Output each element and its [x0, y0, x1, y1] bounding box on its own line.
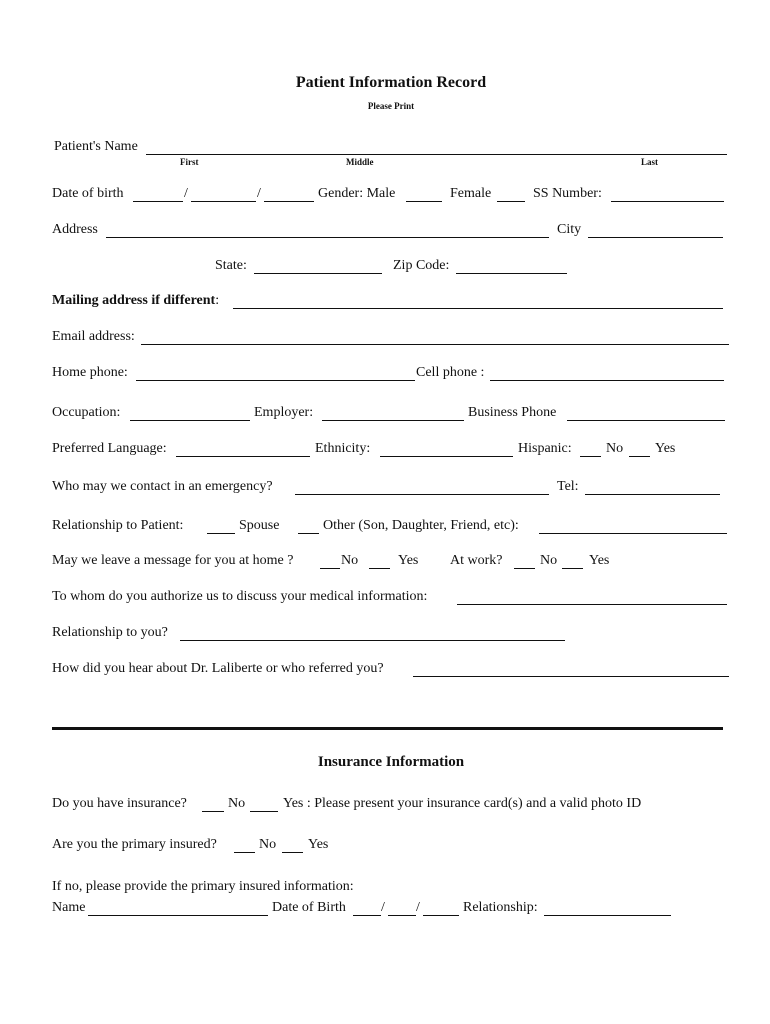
- message-work-yes-field[interactable]: [562, 552, 583, 569]
- primary-insured-yes-label: Yes: [308, 837, 329, 852]
- message-home-no-field[interactable]: [320, 552, 340, 569]
- primary-insured-no-label: No: [259, 837, 277, 852]
- state-label: State:: [215, 258, 247, 273]
- insured-dob-label: Date of Birth: [272, 900, 346, 915]
- hispanic-no-field[interactable]: [580, 440, 601, 457]
- gender-female-label: Female: [450, 186, 492, 201]
- hispanic-label: Hispanic:: [518, 441, 572, 456]
- authorize-label: To whom do you authorize us to discuss your medical information:: [52, 589, 428, 604]
- other-relationship-field[interactable]: [539, 517, 727, 534]
- dob-separator: /: [184, 186, 188, 201]
- message-home-yes-label: Yes: [398, 553, 419, 568]
- section-divider: [52, 727, 723, 730]
- primary-insured-no-field[interactable]: [234, 836, 255, 853]
- insured-relationship-label: Relationship:: [463, 900, 538, 915]
- have-insurance-yes-field[interactable]: [250, 795, 278, 812]
- address-label: Address: [52, 222, 98, 237]
- mailing-address-label: Mailing address if different:: [52, 293, 220, 308]
- last-name-caption: Last: [641, 157, 659, 167]
- employer-field[interactable]: [322, 404, 464, 421]
- dob-day-field[interactable]: [191, 185, 256, 202]
- home-phone-label: Home phone:: [52, 365, 128, 380]
- other-relationship-label: Other (Son, Daughter, Friend, etc):: [323, 518, 519, 533]
- primary-insured-yes-field[interactable]: [282, 836, 303, 853]
- leave-message-label: May we leave a message for you at home ?: [52, 553, 294, 568]
- preferred-language-label: Preferred Language:: [52, 441, 167, 456]
- dob-year-field[interactable]: [264, 185, 314, 202]
- hispanic-yes-field[interactable]: [629, 440, 650, 457]
- ethnicity-label: Ethnicity:: [315, 441, 371, 456]
- hispanic-yes-label: Yes: [655, 441, 676, 456]
- middle-name-caption: Middle: [346, 157, 374, 167]
- referral-label: How did you hear about Dr. Laliberte or who referred you?: [52, 661, 384, 676]
- gender-male-label: Gender: Male: [318, 186, 396, 201]
- occupation-label: Occupation:: [52, 405, 121, 420]
- relationship-to-you-label: Relationship to you?: [52, 625, 168, 640]
- zip-code-label: Zip Code:: [393, 258, 450, 273]
- gender-male-field[interactable]: [406, 185, 442, 202]
- relationship-spouse-field[interactable]: [207, 517, 235, 534]
- message-work-no-field[interactable]: [514, 552, 535, 569]
- address-field[interactable]: [106, 221, 549, 238]
- emergency-contact-label: Who may we contact in an emergency?: [52, 479, 273, 494]
- insured-dob-month-field[interactable]: [353, 899, 381, 916]
- cell-phone-field[interactable]: [490, 364, 724, 381]
- home-phone-field[interactable]: [136, 364, 415, 381]
- email-label: Email address:: [52, 329, 135, 344]
- primary-insured-label: Are you the primary insured?: [52, 837, 217, 852]
- page-subtitle: Please Print: [367, 101, 415, 111]
- ss-number-field[interactable]: [611, 185, 724, 202]
- patient-name-field[interactable]: [146, 138, 727, 155]
- message-home-no-label: No: [341, 553, 359, 568]
- have-insurance-no-label: No: [228, 796, 246, 811]
- ss-number-label: SS Number:: [533, 186, 602, 201]
- employer-label: Employer:: [254, 405, 314, 420]
- insured-name-field[interactable]: [88, 899, 268, 916]
- gender-female-field[interactable]: [497, 185, 525, 202]
- emergency-tel-label: Tel:: [557, 479, 579, 494]
- occupation-field[interactable]: [130, 404, 250, 421]
- dob-label: Date of birth: [52, 186, 124, 201]
- relationship-other-field[interactable]: [298, 517, 319, 534]
- zip-code-field[interactable]: [456, 257, 567, 274]
- mailing-address-field[interactable]: [233, 292, 723, 309]
- email-field[interactable]: [141, 328, 729, 345]
- dob-month-field[interactable]: [133, 185, 183, 202]
- cell-phone-label: Cell phone :: [416, 365, 485, 380]
- insured-dob-day-field[interactable]: [388, 899, 416, 916]
- spouse-label: Spouse: [239, 518, 280, 533]
- business-phone-label: Business Phone: [468, 405, 557, 420]
- message-work-yes-label: Yes: [589, 553, 610, 568]
- insured-relationship-field[interactable]: [544, 899, 671, 916]
- have-insurance-no-field[interactable]: [202, 795, 224, 812]
- insured-name-label: Name: [52, 900, 86, 915]
- page-title: Patient Information Record: [295, 74, 487, 91]
- insurance-section-title: Insurance Information: [317, 754, 465, 770]
- insured-dob-year-field[interactable]: [423, 899, 459, 916]
- patient-name-label: Patient's Name: [54, 139, 138, 154]
- dob-separator: /: [257, 186, 261, 201]
- have-insurance-yes-label: Yes : Please present your insurance card(s) and a valid photo ID: [283, 796, 642, 811]
- primary-insured-info-label: If no, please provide the primary insured information:: [52, 879, 354, 894]
- emergency-tel-field[interactable]: [585, 478, 720, 495]
- insured-dob-separator: /: [381, 900, 385, 915]
- relationship-to-patient-label: Relationship to Patient:: [52, 518, 184, 533]
- first-name-caption: First: [180, 157, 199, 167]
- at-work-label: At work?: [450, 553, 503, 568]
- have-insurance-label: Do you have insurance?: [52, 796, 187, 811]
- referral-field[interactable]: [413, 660, 729, 677]
- hispanic-no-label: No: [606, 441, 624, 456]
- authorize-field[interactable]: [457, 588, 727, 605]
- ethnicity-field[interactable]: [380, 440, 513, 457]
- state-field[interactable]: [254, 257, 382, 274]
- business-phone-field[interactable]: [567, 404, 725, 421]
- emergency-contact-field[interactable]: [295, 478, 549, 495]
- relationship-to-you-field[interactable]: [180, 624, 565, 641]
- insured-dob-separator: /: [416, 900, 420, 915]
- preferred-language-field[interactable]: [176, 440, 310, 457]
- city-field[interactable]: [588, 221, 723, 238]
- message-work-no-label: No: [540, 553, 558, 568]
- message-home-yes-field[interactable]: [369, 552, 390, 569]
- city-label: City: [557, 222, 582, 237]
